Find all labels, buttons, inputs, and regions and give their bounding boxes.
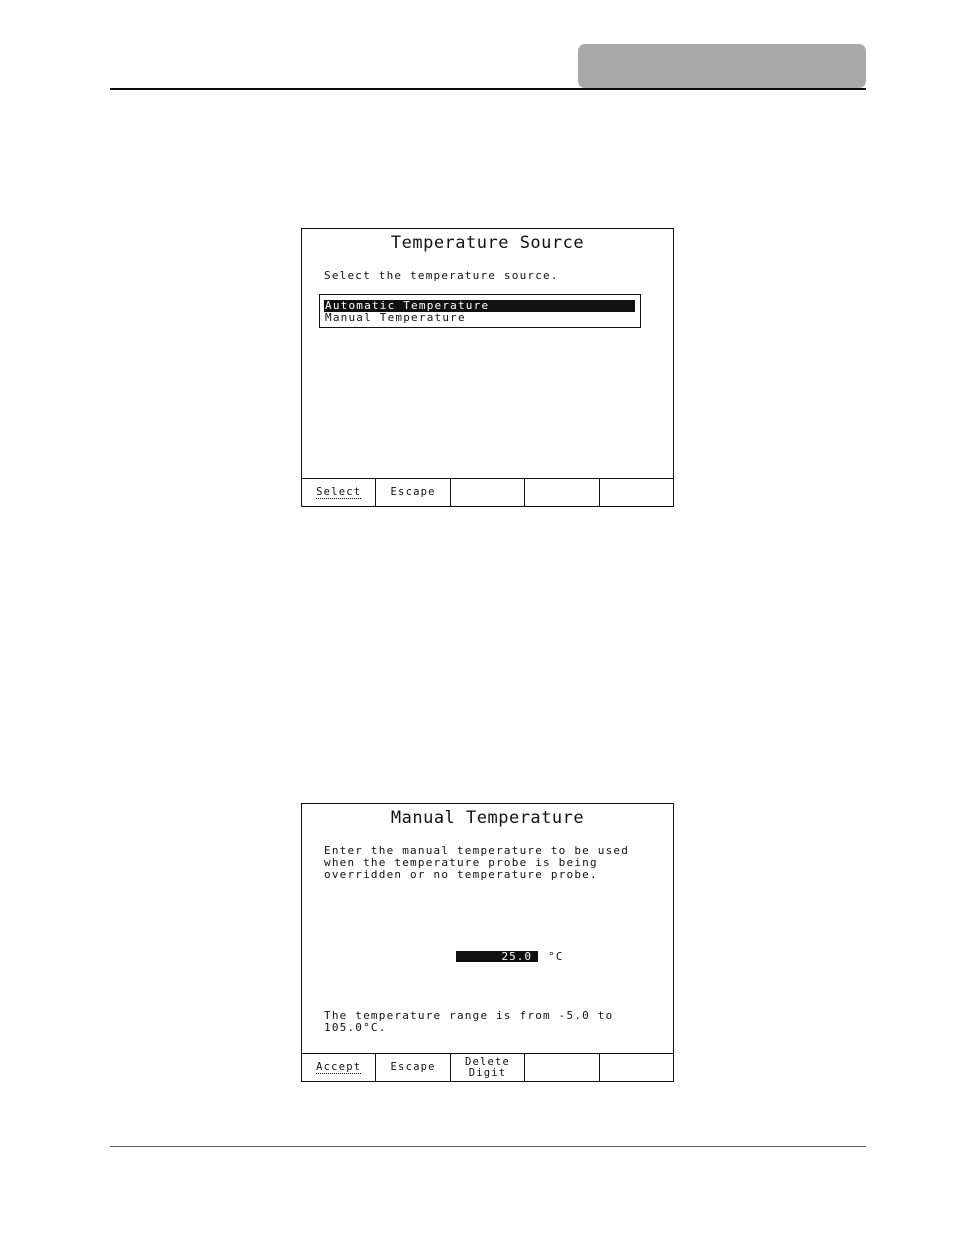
prompt-text: Select the temperature source.: [324, 269, 559, 282]
screen-title: Manual Temperature: [390, 808, 585, 828]
escape-softkey[interactable]: Escape: [376, 479, 450, 506]
select-softkey[interactable]: [302, 479, 376, 506]
softkey-label: Accept: [316, 1060, 362, 1073]
temperature-unit: °C: [548, 949, 564, 963]
softkey-bar: [302, 478, 673, 506]
accept-softkey[interactable]: [302, 1054, 376, 1081]
temperature-input[interactable]: 25.0: [456, 951, 538, 962]
header-tab: [578, 44, 866, 88]
screen-title: Temperature Source: [390, 233, 585, 253]
list-item-manual-temperature[interactable]: Manual Temperature: [325, 311, 466, 324]
footer-rule: [110, 1146, 866, 1147]
delete-digit-softkey[interactable]: Delete Digit: [451, 1054, 525, 1081]
header-rule: [110, 88, 866, 90]
softkey-label: Select: [316, 485, 362, 498]
temperature-source-screen: [301, 228, 674, 507]
softkey-5[interactable]: [600, 1054, 673, 1081]
softkey-3[interactable]: [451, 479, 525, 506]
temperature-entry-row: [456, 950, 564, 962]
softkey-4[interactable]: [525, 479, 599, 506]
prompt-text: Enter the manual temperature to be used when the temperature probe is being overridden or no temperature probe.: [324, 844, 630, 881]
list-item-automatic-temperature[interactable]: Automatic Temperature: [324, 300, 635, 312]
softkey-5[interactable]: [600, 479, 673, 506]
manual-temperature-screen: [301, 803, 674, 1082]
softkey-bar: [302, 1053, 673, 1081]
temperature-source-list[interactable]: [319, 294, 641, 328]
range-note: The temperature range is from -5.0 to 105.0°C.: [324, 1009, 614, 1034]
softkey-4[interactable]: [525, 1054, 599, 1081]
escape-softkey[interactable]: Escape: [376, 1054, 450, 1081]
